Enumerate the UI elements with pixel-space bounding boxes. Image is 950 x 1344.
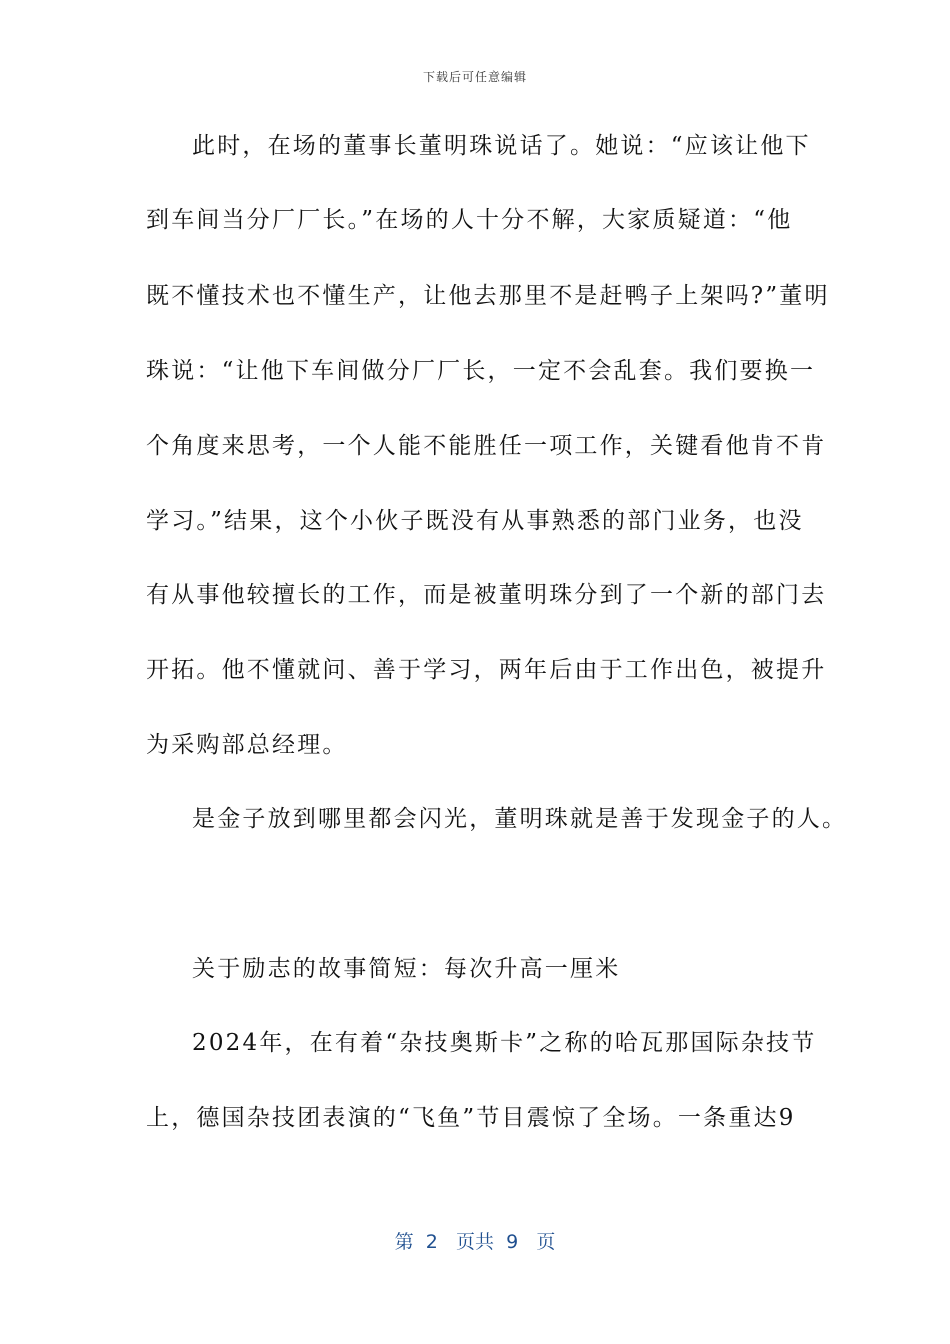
text-line: 个角度来思考，一个人能不能胜任一项工作，关键看他肯不肯 xyxy=(146,433,827,459)
text-line: 此时，在场的董事长董明珠说话了。她说：“应该让他下 xyxy=(192,133,811,159)
text-line: 上，德国杂技团表演的“飞鱼”节目震惊了全场。一条重达9 xyxy=(146,1105,796,1131)
text-line: 既不懂技术也不懂生产，让他去那里不是赶鸭子上架吗?”董明 xyxy=(146,283,830,309)
text-line: 有从事他较擅长的工作，而是被董明珠分到了一个新的部门去 xyxy=(146,582,827,608)
text-line: 为采购部总经理。 xyxy=(146,732,348,758)
section-heading: 关于励志的故事简短：每次升高一厘米 xyxy=(192,956,621,982)
footer-middle: 页共 xyxy=(455,1231,494,1253)
page-footer xyxy=(0,1227,950,1254)
footer-prefix: 第 xyxy=(394,1231,414,1253)
text-line: 珠说：“让他下车间做分厂厂长，一定不会乱套。我们要换一 xyxy=(146,358,816,384)
footer-total-pages: 9 xyxy=(506,1231,519,1253)
text-line: 学习。”结果，这个小伙子既没有从事熟悉的部门业务，也没 xyxy=(146,508,804,534)
footer-suffix: 页 xyxy=(536,1231,556,1253)
text-line: 到车间当分厂厂长。”在场的人十分不解，大家质疑道：“他 xyxy=(146,207,793,233)
footer-current-page: 2 xyxy=(425,1231,438,1253)
text-line: 是金子放到哪里都会闪光，董明珠就是善于发现金子的人。 xyxy=(192,806,848,832)
header-note: 下载后可任意编辑 xyxy=(422,70,527,84)
text-line: 2024年，在有着“杂技奥斯卡”之称的哈瓦那国际杂技节 xyxy=(192,1030,817,1056)
text-line: 开拓。他不懂就问、善于学习，两年后由于工作出色，被提升 xyxy=(146,657,827,683)
